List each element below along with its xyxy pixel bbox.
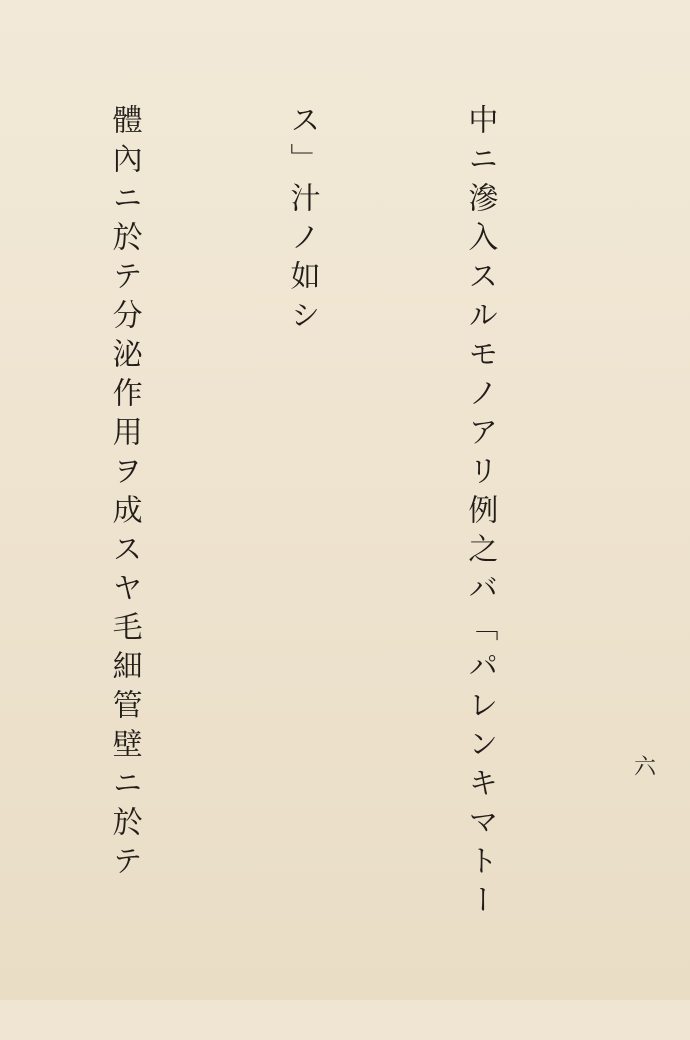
page-number: 六 bbox=[634, 755, 657, 780]
text-column: 體內ニ於テ分泌作用ヲ成スヤ毛細管壁ニ於テ bbox=[106, 104, 142, 884]
text-column: ス」汁ノ如シ bbox=[284, 104, 320, 338]
vertical-body-text bbox=[28, 104, 628, 984]
text-column: 中ニ滲入スルモノアリ例之バ「パレンキマトー bbox=[462, 104, 498, 923]
